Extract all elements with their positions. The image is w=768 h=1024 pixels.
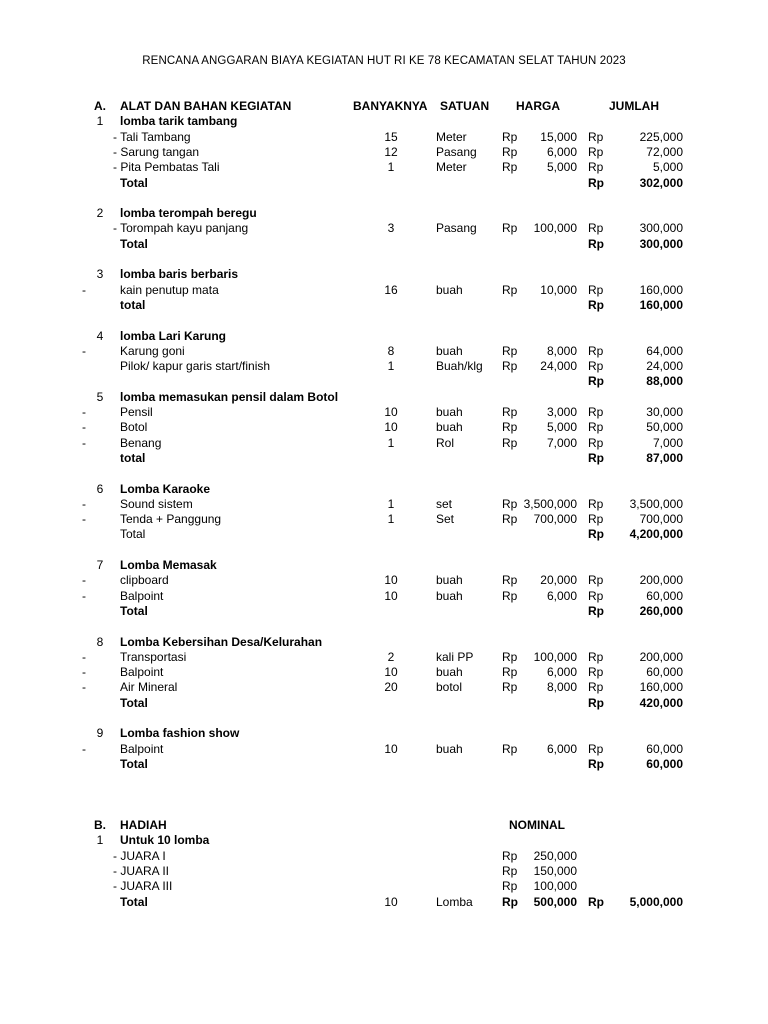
group-total-label: Total bbox=[120, 175, 148, 190]
item-qty: 3 bbox=[387, 221, 395, 236]
line-item bbox=[0, 160, 768, 175]
item-dash: - bbox=[82, 420, 86, 435]
group-total: 4,200,000 bbox=[629, 527, 683, 542]
item-total: 72,000 bbox=[646, 144, 683, 159]
item-name: Transportasi bbox=[120, 649, 187, 664]
prize-currency: Rp bbox=[502, 848, 518, 863]
prize-amount: 150,000 bbox=[533, 864, 577, 878]
item-total-currency: Rp bbox=[588, 649, 604, 664]
group-name: Lomba Karaoke bbox=[120, 481, 211, 496]
item-currency: Rp bbox=[502, 588, 518, 603]
group-total-currency: Rp bbox=[588, 236, 604, 251]
item-unit: Meter bbox=[436, 160, 467, 175]
item-qty: 10 bbox=[384, 588, 398, 603]
item-total-currency: Rp bbox=[588, 512, 604, 527]
item-unit: botol bbox=[436, 680, 463, 695]
group-total-row bbox=[0, 696, 768, 711]
item-qty: 2 bbox=[387, 649, 395, 664]
item-unit: buah bbox=[436, 282, 463, 297]
prize-total-currency: Rp bbox=[588, 894, 604, 909]
prize-item bbox=[0, 864, 768, 879]
column-header-qty: BANYAKNYA bbox=[353, 99, 428, 113]
line-item bbox=[0, 665, 768, 680]
item-total-currency: Rp bbox=[588, 359, 604, 374]
item-currency: Rp bbox=[502, 665, 518, 680]
item-unit: Buah/klg bbox=[436, 359, 483, 374]
group-name: Untuk 10 lomba bbox=[120, 833, 210, 848]
item-unit: Pasang bbox=[436, 144, 477, 159]
item-total-currency: Rp bbox=[588, 420, 604, 435]
group-total-currency: Rp bbox=[588, 297, 604, 312]
item-unit: set bbox=[436, 496, 453, 511]
item-price: 8,000 bbox=[546, 343, 577, 358]
item-name: clipboard bbox=[120, 573, 169, 588]
item-dash: - bbox=[82, 282, 86, 297]
group-name: lomba tarik tambang bbox=[120, 114, 238, 129]
item-total: 60,000 bbox=[646, 741, 683, 756]
line-item bbox=[0, 436, 768, 451]
group-total-label: Total bbox=[120, 695, 148, 710]
line-item bbox=[0, 359, 768, 374]
item-qty: 1 bbox=[387, 512, 395, 527]
item-total: 60,000 bbox=[646, 588, 683, 603]
column-header-price: HARGA bbox=[516, 99, 560, 113]
group-total: 87,000 bbox=[646, 450, 683, 465]
line-item bbox=[0, 589, 768, 604]
item-qty: 1 bbox=[387, 359, 395, 374]
group-name: lomba baris berbaris bbox=[120, 267, 239, 282]
item-name: Pensil bbox=[120, 405, 153, 419]
item-price: 10,000 bbox=[540, 282, 577, 297]
group-total-currency: Rp bbox=[588, 175, 604, 190]
prize-currency: Rp bbox=[502, 864, 518, 878]
group-total: 302,000 bbox=[639, 175, 683, 190]
item-currency: Rp bbox=[502, 282, 518, 297]
group-total-row bbox=[0, 451, 768, 466]
item-qty: 10 bbox=[384, 665, 398, 680]
item-total-currency: Rp bbox=[588, 680, 604, 695]
item-price: 100,000 bbox=[533, 649, 577, 664]
section-letter: A. bbox=[94, 99, 106, 113]
group-total-row bbox=[0, 757, 768, 772]
item-total: 60,000 bbox=[646, 665, 683, 680]
item-qty: 1 bbox=[387, 160, 395, 175]
item-price: 7,000 bbox=[546, 435, 577, 450]
item-dash: - bbox=[82, 496, 86, 511]
item-dash: - bbox=[82, 405, 86, 419]
prize-qty: 10 bbox=[384, 894, 398, 909]
line-item bbox=[0, 497, 768, 512]
item-currency: Rp bbox=[502, 649, 518, 664]
group-total-currency: Rp bbox=[588, 695, 604, 710]
group-total-label: total bbox=[120, 450, 146, 465]
group-total-row bbox=[0, 527, 768, 542]
item-currency: Rp bbox=[502, 435, 518, 450]
item-unit: Pasang bbox=[436, 221, 477, 236]
item-unit: buah bbox=[436, 665, 463, 680]
column-header-nominal: NOMINAL bbox=[509, 818, 565, 833]
item-currency: Rp bbox=[502, 359, 518, 374]
item-dash: - bbox=[82, 680, 86, 695]
item-dash: - bbox=[82, 343, 86, 358]
group-name: Lomba Memasak bbox=[120, 558, 217, 572]
prize-currency: Rp bbox=[502, 879, 518, 894]
item-price: 700,000 bbox=[533, 512, 577, 527]
item-name: - Sarung tangan bbox=[113, 144, 200, 159]
prize-unit: Lomba bbox=[436, 894, 473, 909]
prize-amount: 250,000 bbox=[533, 848, 577, 863]
item-unit: buah bbox=[436, 741, 463, 756]
item-unit: kali PP bbox=[436, 649, 474, 664]
item-unit: buah bbox=[436, 588, 463, 603]
item-name: Air Mineral bbox=[120, 680, 178, 695]
group-total-label: total bbox=[120, 297, 146, 312]
item-currency: Rp bbox=[502, 129, 518, 144]
group-name: lomba Lari Karung bbox=[120, 328, 227, 343]
group-name: Lomba fashion show bbox=[120, 726, 240, 741]
item-name: - Torompah kayu panjang bbox=[113, 221, 249, 236]
item-dash: - bbox=[82, 588, 86, 603]
item-currency: Rp bbox=[502, 405, 518, 419]
line-item bbox=[0, 420, 768, 435]
prize-subtotal: 500,000 bbox=[533, 894, 577, 909]
item-price: 20,000 bbox=[540, 573, 577, 588]
group-number: 3 bbox=[96, 267, 104, 282]
item-qty: 10 bbox=[384, 420, 398, 435]
item-total: 30,000 bbox=[646, 405, 683, 419]
item-unit: buah bbox=[436, 343, 463, 358]
item-price: 6,000 bbox=[546, 588, 577, 603]
line-item bbox=[0, 221, 768, 236]
group-heading bbox=[0, 206, 768, 221]
item-total-currency: Rp bbox=[588, 221, 604, 236]
group-heading bbox=[0, 114, 768, 129]
group-name: Lomba Kebersihan Desa/Kelurahan bbox=[120, 634, 323, 649]
prize-subtotal-currency: Rp bbox=[502, 894, 518, 909]
column-header-total: JUMLAH bbox=[609, 99, 659, 113]
page-title: RENCANA ANGGARAN BIAYA KEGIATAN HUT RI KE 78 KECAMATAN SELAT TAHUN 2023 bbox=[142, 55, 626, 67]
item-qty: 20 bbox=[384, 680, 398, 695]
line-item bbox=[0, 573, 768, 588]
item-total-currency: Rp bbox=[588, 496, 604, 511]
line-item bbox=[0, 283, 768, 298]
group-total-currency: Rp bbox=[588, 527, 604, 542]
group-number: 8 bbox=[96, 634, 104, 649]
prize-name: - JUARA I bbox=[113, 848, 166, 863]
item-currency: Rp bbox=[502, 144, 518, 159]
group-number: 2 bbox=[96, 206, 104, 221]
item-total: 200,000 bbox=[639, 573, 683, 588]
item-dash: - bbox=[82, 573, 86, 588]
prize-total-row bbox=[0, 895, 768, 910]
item-price: 100,000 bbox=[533, 221, 577, 236]
group-total: 160,000 bbox=[639, 297, 683, 312]
section-b-header bbox=[0, 818, 768, 833]
group-total-currency: Rp bbox=[588, 756, 604, 771]
group-heading bbox=[0, 482, 768, 497]
prize-total-label: Total bbox=[120, 894, 148, 909]
item-price: 6,000 bbox=[546, 144, 577, 159]
group-number: 1 bbox=[96, 114, 104, 129]
group-number: 6 bbox=[96, 481, 104, 496]
line-item bbox=[0, 130, 768, 145]
item-unit: Set bbox=[436, 512, 455, 527]
line-item bbox=[0, 344, 768, 359]
item-total-currency: Rp bbox=[588, 282, 604, 297]
group-heading bbox=[0, 390, 768, 405]
item-total: 160,000 bbox=[639, 680, 683, 695]
section-heading: HADIAH bbox=[120, 818, 167, 833]
item-unit: buah bbox=[436, 573, 463, 588]
line-item bbox=[0, 742, 768, 757]
group-total-row bbox=[0, 298, 768, 313]
item-total-currency: Rp bbox=[588, 160, 604, 175]
item-total: 300,000 bbox=[639, 221, 683, 236]
prize-total: 5,000,000 bbox=[629, 894, 683, 909]
item-price: 8,000 bbox=[546, 680, 577, 695]
item-total: 5,000 bbox=[652, 160, 683, 175]
item-currency: Rp bbox=[502, 512, 518, 527]
group-total-currency: Rp bbox=[588, 374, 604, 389]
group-heading bbox=[0, 558, 768, 573]
item-price: 3,500,000 bbox=[523, 496, 577, 511]
item-currency: Rp bbox=[502, 680, 518, 695]
item-total: 160,000 bbox=[639, 282, 683, 297]
line-item bbox=[0, 512, 768, 527]
group-total: 300,000 bbox=[639, 236, 683, 251]
item-price: 3,000 bbox=[546, 405, 577, 419]
item-name: Benang bbox=[120, 435, 162, 450]
item-qty: 8 bbox=[387, 343, 395, 358]
group-total: 88,000 bbox=[646, 374, 683, 389]
line-item bbox=[0, 145, 768, 160]
item-currency: Rp bbox=[502, 160, 518, 175]
item-price: 6,000 bbox=[546, 665, 577, 680]
line-item bbox=[0, 405, 768, 420]
group-total-row bbox=[0, 374, 768, 389]
group-total-row bbox=[0, 604, 768, 619]
prize-item bbox=[0, 849, 768, 864]
item-unit: Meter bbox=[436, 129, 467, 144]
item-qty: 16 bbox=[384, 282, 398, 297]
item-unit: Rol bbox=[436, 435, 455, 450]
line-item bbox=[0, 650, 768, 665]
item-name: Botol bbox=[120, 420, 148, 435]
item-name: Pilok/ kapur garis start/finish bbox=[120, 359, 271, 374]
item-price: 6,000 bbox=[546, 741, 577, 756]
item-dash: - bbox=[82, 512, 86, 527]
group-heading bbox=[0, 329, 768, 344]
group-total-currency: Rp bbox=[588, 450, 604, 465]
item-qty: 10 bbox=[384, 573, 398, 588]
item-total-currency: Rp bbox=[588, 435, 604, 450]
group-number: 7 bbox=[96, 558, 104, 572]
item-total: 225,000 bbox=[639, 129, 683, 144]
group-heading bbox=[0, 726, 768, 741]
item-currency: Rp bbox=[502, 420, 518, 435]
group-total-row bbox=[0, 237, 768, 252]
item-name: Balpoint bbox=[120, 588, 164, 603]
item-total: 200,000 bbox=[639, 649, 683, 664]
item-price: 15,000 bbox=[540, 129, 577, 144]
section-letter: B. bbox=[94, 818, 106, 833]
group-name: lomba terompah beregu bbox=[120, 206, 257, 221]
item-total-currency: Rp bbox=[588, 144, 604, 159]
item-total-currency: Rp bbox=[588, 405, 604, 419]
item-total-currency: Rp bbox=[588, 343, 604, 358]
item-dash: - bbox=[82, 665, 86, 680]
item-total: 3,500,000 bbox=[629, 496, 683, 511]
item-currency: Rp bbox=[502, 496, 518, 511]
item-qty: 10 bbox=[384, 741, 398, 756]
item-total: 24,000 bbox=[646, 359, 683, 374]
item-currency: Rp bbox=[502, 343, 518, 358]
group-total-label: Total bbox=[120, 527, 146, 542]
item-dash: - bbox=[82, 741, 86, 756]
item-total: 700,000 bbox=[639, 512, 683, 527]
prize-name: - JUARA III bbox=[113, 879, 173, 894]
item-unit: buah bbox=[436, 420, 463, 435]
item-dash: - bbox=[82, 649, 86, 664]
prize-name: - JUARA II bbox=[113, 864, 170, 878]
item-name: Tenda + Panggung bbox=[120, 512, 222, 527]
item-name: Balpoint bbox=[120, 741, 164, 756]
group-number: 1 bbox=[96, 833, 104, 848]
item-total-currency: Rp bbox=[588, 129, 604, 144]
group-number: 9 bbox=[96, 726, 104, 741]
item-qty: 12 bbox=[384, 144, 398, 159]
group-total: 260,000 bbox=[639, 603, 683, 618]
group-heading bbox=[0, 267, 768, 282]
item-total-currency: Rp bbox=[588, 665, 604, 680]
item-qty: 1 bbox=[387, 435, 395, 450]
item-total: 7,000 bbox=[652, 435, 683, 450]
item-qty: 1 bbox=[387, 496, 395, 511]
item-total: 50,000 bbox=[646, 420, 683, 435]
group-total-currency: Rp bbox=[588, 603, 604, 618]
group-total-label: Total bbox=[120, 756, 148, 771]
item-qty: 15 bbox=[384, 129, 398, 144]
item-name: - Tali Tambang bbox=[113, 129, 191, 144]
column-header-unit: SATUAN bbox=[440, 99, 490, 113]
item-total-currency: Rp bbox=[588, 573, 604, 588]
prize-amount: 100,000 bbox=[533, 879, 577, 894]
line-item bbox=[0, 680, 768, 695]
prize-group-heading bbox=[0, 833, 768, 848]
item-name: Balpoint bbox=[120, 665, 164, 680]
group-total: 60,000 bbox=[646, 756, 683, 771]
prize-item bbox=[0, 879, 768, 894]
group-total-label: Total bbox=[120, 603, 148, 618]
item-name: - Pita Pembatas Tali bbox=[113, 160, 220, 175]
group-heading bbox=[0, 635, 768, 650]
group-total: 420,000 bbox=[639, 695, 683, 710]
item-name: kain penutup mata bbox=[120, 282, 219, 297]
section-heading: ALAT DAN BAHAN KEGIATAN bbox=[120, 99, 292, 113]
group-total-row bbox=[0, 176, 768, 191]
item-total: 64,000 bbox=[646, 343, 683, 358]
section-a-header bbox=[0, 99, 768, 114]
item-currency: Rp bbox=[502, 573, 518, 588]
group-total-label: Total bbox=[120, 236, 148, 251]
item-currency: Rp bbox=[502, 221, 518, 236]
item-name: Karung goni bbox=[120, 343, 185, 358]
group-number: 5 bbox=[96, 389, 104, 404]
item-unit: buah bbox=[436, 405, 463, 419]
item-currency: Rp bbox=[502, 741, 518, 756]
group-name: lomba memasukan pensil dalam Botol bbox=[120, 389, 339, 404]
item-price: 24,000 bbox=[540, 359, 577, 374]
item-qty: 10 bbox=[384, 405, 398, 419]
item-name: Sound sistem bbox=[120, 496, 193, 511]
item-total-currency: Rp bbox=[588, 741, 604, 756]
item-price: 5,000 bbox=[546, 160, 577, 175]
group-number: 4 bbox=[96, 328, 104, 343]
item-dash: - bbox=[82, 435, 86, 450]
item-total-currency: Rp bbox=[588, 588, 604, 603]
item-price: 5,000 bbox=[546, 420, 577, 435]
